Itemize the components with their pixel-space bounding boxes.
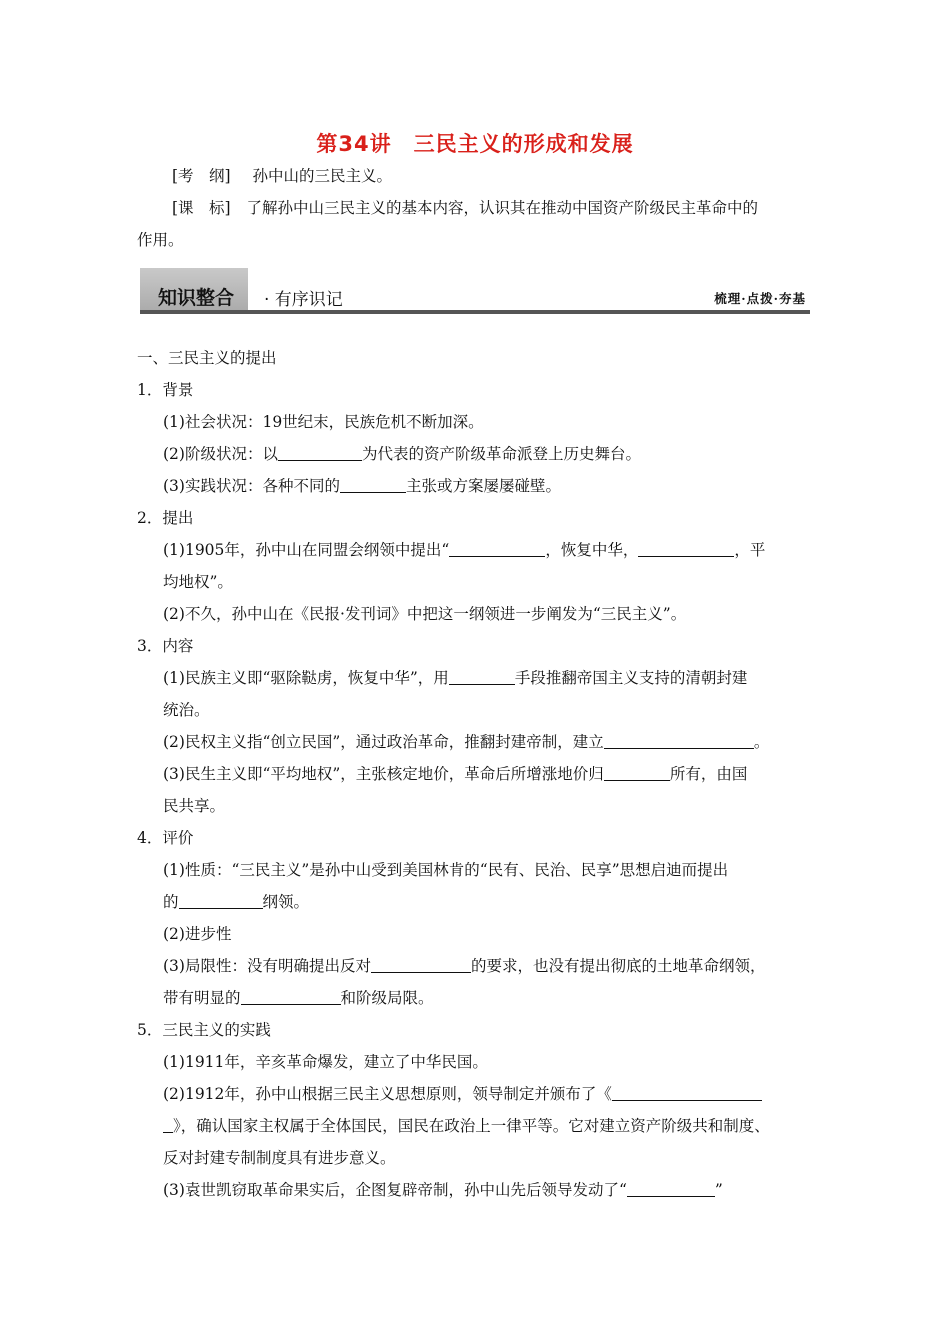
fill-blank[interactable] xyxy=(604,765,670,781)
fill-blank[interactable] xyxy=(179,893,263,909)
text-line: 均地权”。 xyxy=(163,573,233,591)
fill-blank[interactable] xyxy=(340,477,406,493)
fill-blank[interactable] xyxy=(627,1181,715,1197)
text-line xyxy=(163,892,309,912)
text-fragment: (2)民权主义指“创立民国”，通过政治革命，推翻封建帝制，建立 xyxy=(163,733,604,751)
text-fragment: (2)阶级状况：以 xyxy=(163,445,278,463)
item-heading-background: 1．背景 xyxy=(137,381,194,399)
text-fragment: (3)袁世凯窃取革命果实后，企图复辟帝制，孙中山先后领导发动了“ xyxy=(163,1181,627,1199)
fill-blank[interactable] xyxy=(163,1117,173,1133)
text-line xyxy=(163,1116,770,1136)
banner-right-tag: 梳理·点拨·夯基 xyxy=(714,291,806,306)
text-line xyxy=(163,988,434,1008)
text-fragment: 主张或方案屡屡碰壁。 xyxy=(405,477,561,495)
text-line: 反对封建专制制度具有进步意义。 xyxy=(163,1149,396,1167)
text-fragment: 纲领。 xyxy=(262,893,310,911)
text-fragment: (2)1912年，孙中山根据三民主义思想原则，领导制定并颁布了《 xyxy=(163,1085,612,1103)
fill-blank[interactable] xyxy=(278,445,362,461)
text-line xyxy=(163,540,765,560)
text-fragment: 所有，由国 xyxy=(669,765,748,783)
text-line: 民共享。 xyxy=(163,797,226,815)
fill-blank[interactable] xyxy=(449,541,545,557)
text-fragment: 。 xyxy=(753,733,770,751)
text-fragment: 》，确认国家主权属于全体国民，国民在政治上一律平等。它对建立资产阶级共和制度、 xyxy=(173,1117,770,1135)
text-fragment: 的 xyxy=(163,893,179,911)
item-heading-evaluation: 4．评价 xyxy=(137,829,194,847)
section-heading: 一、三民主义的提出 xyxy=(137,349,277,367)
text-fragment: (1)1905年，孙中山在同盟会纲领中提出“ xyxy=(163,541,450,559)
text-line xyxy=(163,1180,723,1200)
text-line xyxy=(163,668,747,688)
text-fragment: 和阶级局限。 xyxy=(340,989,434,1007)
text-fragment: ，恢复中华， xyxy=(545,541,639,559)
kaogang-line xyxy=(172,166,392,186)
kebiao-text-cont: 作用。 xyxy=(137,231,184,249)
item-heading-practice: 5．三民主义的实践 xyxy=(137,1021,271,1039)
text-fragment: (3)局限性：没有明确提出反对 xyxy=(163,957,371,975)
text-line xyxy=(163,1084,762,1104)
fill-blank[interactable] xyxy=(604,733,754,749)
text-line: (2)不久，孙中山在《民报·发刊词》中把这一纲领进一步阐发为“三民主义”。 xyxy=(163,605,687,623)
text-fragment: (3)民生主义即“平均地权”，主张核定地价，革命后所增涨地价归 xyxy=(163,765,604,783)
text-line: (1)社会状况：19世纪末，民族危机不断加深。 xyxy=(163,413,484,431)
section-banner xyxy=(140,268,810,316)
text-line xyxy=(163,476,561,496)
fill-blank[interactable] xyxy=(371,957,471,973)
page-title: 第34讲 三民主义的形成和发展 xyxy=(316,132,634,156)
text-fragment: 手段推翻帝国主义支持的清朝封建 xyxy=(514,669,748,687)
text-fragment: 带有明显的 xyxy=(163,989,241,1007)
text-line: (2)进步性 xyxy=(163,925,232,943)
text-fragment: 的要求，也没有提出彻底的土地革命纲领， xyxy=(470,957,766,975)
banner-subtitle: · 有序识记 xyxy=(264,290,343,310)
banner-main-title: 知识整合 xyxy=(158,287,235,309)
banner-rule xyxy=(140,310,810,314)
kaogang-label: [考 纲] xyxy=(172,167,231,185)
fill-blank[interactable] xyxy=(638,541,734,557)
kaogang-text: 孙中山的三民主义。 xyxy=(252,167,392,185)
item-heading-content: 3．内容 xyxy=(137,637,194,655)
text-line xyxy=(163,444,641,464)
text-fragment: (1)民族主义即“驱除鞑虏，恢复中华”，用 xyxy=(163,669,449,687)
text-fragment: ” xyxy=(714,1181,723,1199)
text-line xyxy=(163,764,747,784)
fill-blank[interactable] xyxy=(241,989,341,1005)
kebiao-line xyxy=(172,198,758,218)
text-fragment: (3)实践状况：各种不同的 xyxy=(163,477,340,495)
text-line xyxy=(163,732,769,752)
kebiao-label: [课 标] xyxy=(172,199,231,217)
kebiao-text: 了解孙中山三民主义的基本内容，认识其在推动中国资产阶级民主革命中的 xyxy=(246,199,758,217)
text-fragment: ，平 xyxy=(734,541,766,559)
text-line: 统治。 xyxy=(163,701,210,719)
fill-blank[interactable] xyxy=(612,1085,762,1101)
text-line: (1)性质：“三民主义”是孙中山受到美国林肯的“民有、民治、民享”思想启迪而提出 xyxy=(163,861,729,879)
text-line: (1)1911年，辛亥革命爆发，建立了中华民国。 xyxy=(163,1053,488,1071)
text-line xyxy=(163,956,765,976)
fill-blank[interactable] xyxy=(449,669,515,685)
text-fragment: 为代表的资产阶级革命派登上历史舞台。 xyxy=(361,445,641,463)
item-heading-proposal: 2．提出 xyxy=(137,509,194,527)
